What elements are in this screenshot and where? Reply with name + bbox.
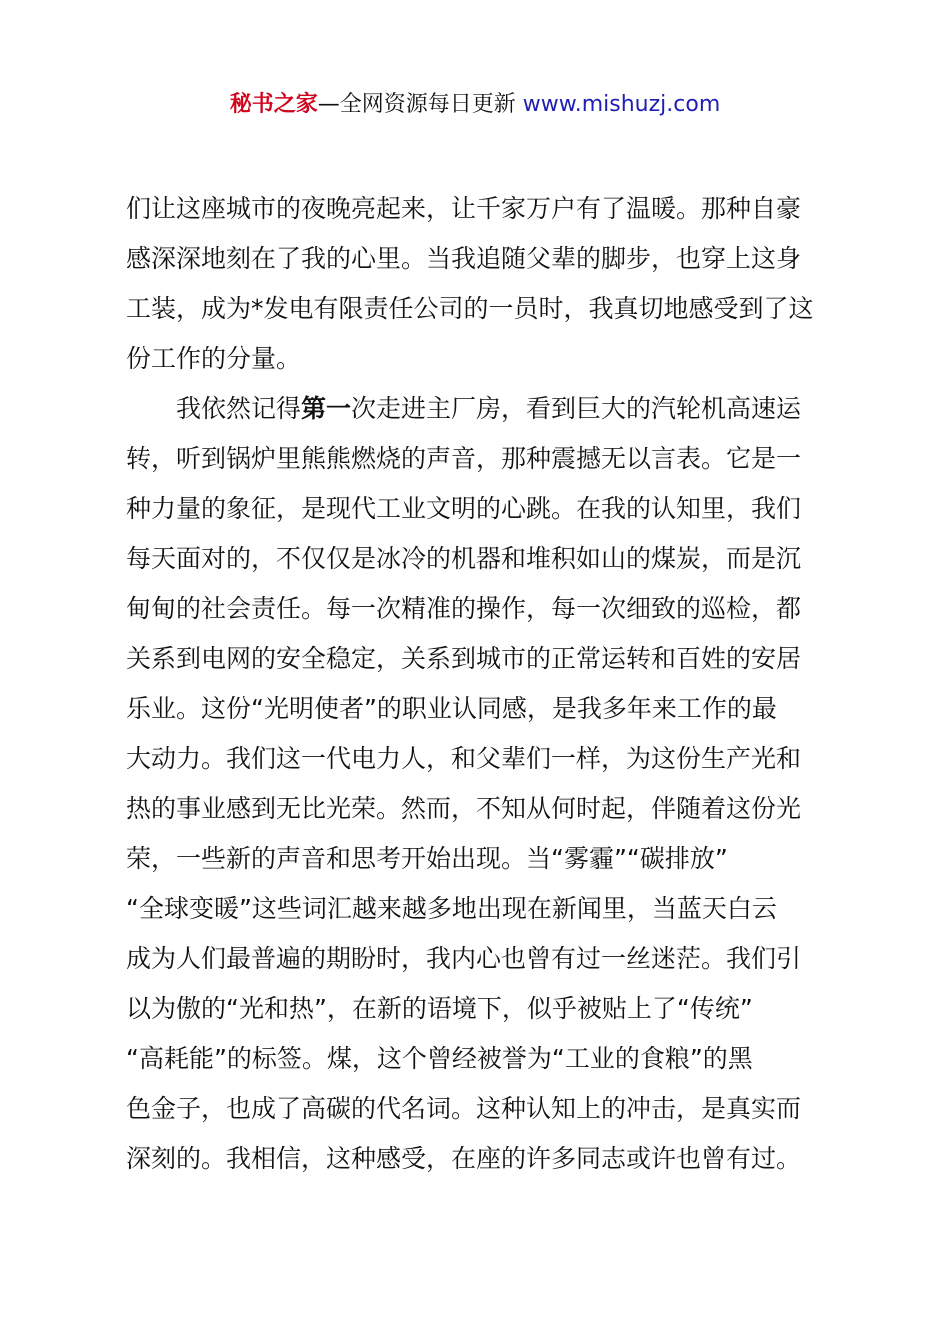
text-line: 乐业。这份“光明使者”的职业认同感，是我多年来工作的最 [126,694,777,723]
text-line: 种力量的象征，是现代工业文明的心跳。在我的认知里，我们 [126,494,802,523]
text-segment: 我依然记得 [126,394,302,423]
text-line: 以为傲的“光和热”，在新的语境下，似乎被贴上了“传统” [126,994,753,1023]
text-line: 色金子，也成了高碳的代名词。这种认知上的冲击，是真实而 [126,1094,802,1123]
text-line: 感深深地刻在了我的心里。当我追随父辈的脚步，也穿上这身 [126,244,802,273]
document-body [126,184,836,1184]
brand-name: 秘书之家 [229,92,318,117]
text-line: 每天面对的，不仅仅是冰冷的机器和堆积如山的煤炭，而是沉 [126,544,802,573]
text-line: 热的事业感到无比光荣。然而，不知从何时起，伴随着这份光 [126,794,802,823]
header-tagline: —全网资源每日更新 [317,92,523,117]
page-header [0,88,950,122]
text-line: 深刻的。我相信，这种感受，在座的许多同志或许也曾有过。 [126,1144,802,1173]
text-line: 大动力。我们这一代电力人，和父辈们一样，为这份生产光和 [126,744,802,773]
text-line: 成为人们最普遍的期盼时，我内心也曾有过一丝迷茫。我们引 [126,944,802,973]
text-line: 关系到电网的安全稳定，关系到城市的正常运转和百姓的安居 [126,644,802,673]
text-line: 工装，成为*发电有限责任公司的一员时，我真切地感受到了这 [126,294,814,323]
paragraph-2 [126,384,836,1184]
text-segment: 次走进主厂房，看到巨大的汽轮机高速运 [351,394,802,423]
text-line: “高耗能”的标签。煤，这个曾经被誉为“工业的食粮”的黑 [126,1044,753,1073]
text-line: 荣，一些新的声音和思考开始出现。当“雾霾”“碳排放” [126,844,728,873]
text-line-first [126,384,836,434]
site-url-link[interactable]: www.mishuzj.com [522,92,721,117]
text-line: 份工作的分量。 [126,344,302,373]
text-line: 转，听到锅炉里熊熊燃烧的声音，那种震撼无以言表。它是一 [126,444,802,473]
bold-text: 第一 [301,394,352,423]
text-line: “全球变暖”这些词汇越来越多地出现在新闻里，当蓝天白云 [126,894,777,923]
paragraph-1 [126,184,836,384]
text-line: 们让这座城市的夜晚亮起来，让千家万户有了温暖。那种自豪 [126,194,802,223]
text-line: 甸甸的社会责任。每一次精准的操作，每一次细致的巡检，都 [126,594,802,623]
